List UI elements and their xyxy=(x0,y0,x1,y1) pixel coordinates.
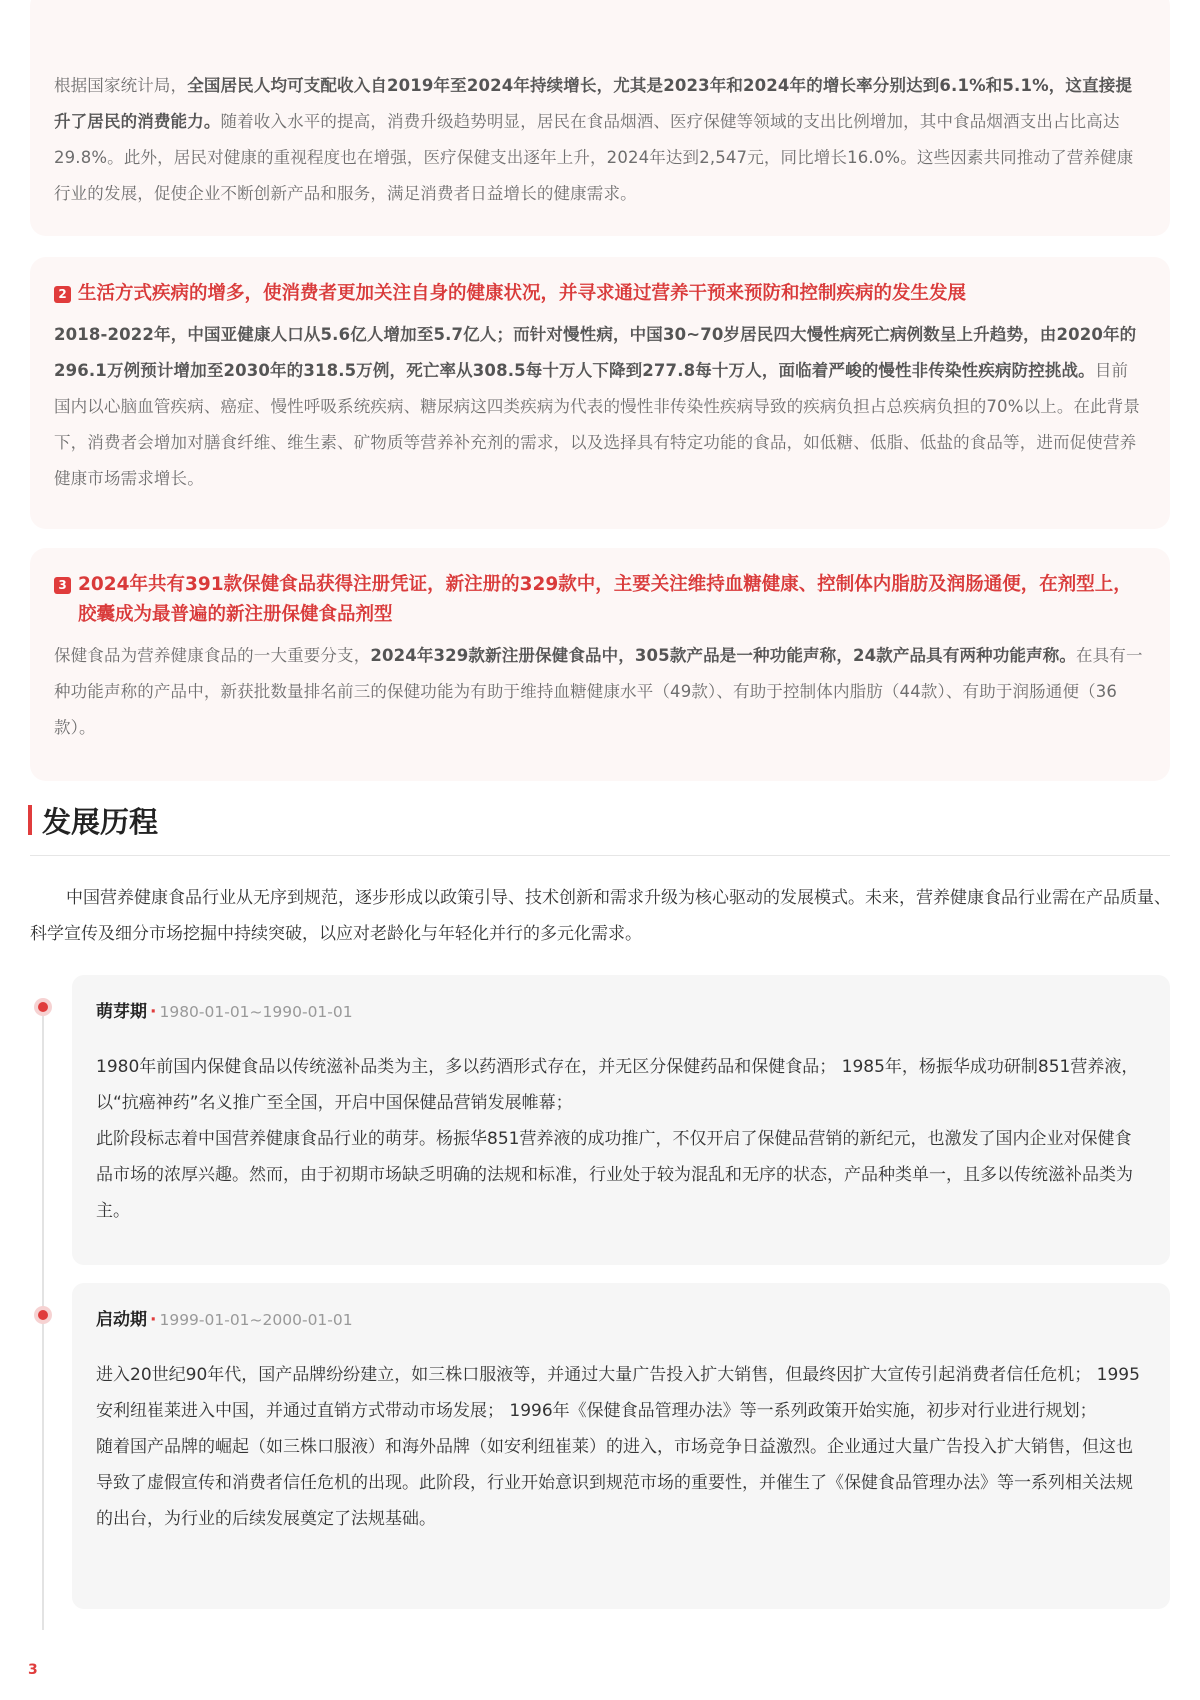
finding-3-text: 保健食品为营养健康食品的一大重要分支，2024年329款新注册保健食品中，305款产品是一种功能声称，24款产品具有两种功能声称。在具有一种功能声称的产品中，新获批数量排名前三的保健功能为有助于维持血糖健康水平（49款）、有助于控制体内脂肪（44款）、有助于润肠通便（36款）。 xyxy=(54,646,1143,737)
page-number: 3 xyxy=(28,1662,38,1678)
stage-2-body xyxy=(96,1357,1148,1537)
timeline-dot-1 xyxy=(34,998,52,1016)
finding-3-highlight: 2024年329款新注册保健食品中，305款产品是一种功能声称，24款产品具有两种功能声称。 xyxy=(370,646,1077,665)
section-divider xyxy=(30,855,1170,856)
stage-1-date: 1980-01-01~1990-01-01 xyxy=(159,1003,353,1021)
stage-1-paragraph-2: 此阶段标志着中国营养健康食品行业的萌芽。杨振华851营养液的成功推广，不仅开启了保健品营销的新纪元，也激发了国内企业对保健食品市场的浓厚兴趣。然而，由于初期市场缺乏明确的法规和标准，行业处于较为混乱和无序的状态，产品种类单一，且多以传统滋补品类为主。 xyxy=(96,1129,1133,1221)
finding-1-text: 根据国家统计局，全国居民人均可支配收入自2019年至2024年持续增长，尤其是2023年和2024年的增长率分别达到6.1%和5.1%，这直接提升了居民的消费能力。随着收入水平的提高，消费升级趋势明显，居民在食品烟酒、医疗保健等领域的支出比例增加，其中食品烟酒支出占比高达29.8%。此外，居民对健康的重视程度也在增强，医疗保健支出逐年上升，2024年达到2,547元，同比增长16.0%。这些因素共同推动了营养健康行业的发展，促使企业不断创新产品和服务，满足消费者日益增长的健康需求。 xyxy=(54,76,1134,203)
stage-1-body xyxy=(96,1049,1148,1229)
stage-2-header xyxy=(96,1305,1148,1335)
section-title: 发展历程 xyxy=(42,804,159,839)
section-intro: 中国营养健康食品行业从无序到规范，逐步形成以政策引导、技术创新和需求升级为核心驱动的发展模式。未来，营养健康食品行业需在产品质量、科学宣传及细分市场挖掘中持续突破，以应对老龄化与年轻化并行的多元化需求。 xyxy=(30,888,1171,944)
stage-2-separator: · xyxy=(150,1310,157,1330)
stage-1-paragraph-1: 1980年前国内保健食品以传统滋补品类为主，多以药酒形式存在，并无区分保健药品和保健食品； 1985年，杨振华成功研制851营养液，以“抗癌神药”名义推广至全国，开启中国保健品营销发展帷幕； xyxy=(96,1057,1139,1113)
stage-2-name: 启动期 xyxy=(96,1310,147,1330)
finding-3-title: 3 2024年共有391款保健食品获得注册凭证，新注册的329款中，主要关注维持血糖健康、控制体内脂肪及润肠通便，在剂型上，胶囊成为最普遍的新注册保健食品剂型 xyxy=(54,570,1144,630)
finding-card-3 xyxy=(30,548,1170,781)
stage-1-header xyxy=(96,997,1148,1027)
finding-card-2 xyxy=(30,257,1170,529)
finding-2-number-badge: 2 xyxy=(54,286,71,303)
stage-card-2 xyxy=(72,1283,1170,1609)
section-accent-bar xyxy=(28,805,32,835)
section-header xyxy=(28,802,158,838)
finding-3-number-badge: 3 xyxy=(54,577,71,594)
stage-2-date: 1999-01-01~2000-01-01 xyxy=(159,1311,353,1329)
finding-1-highlight: 全国居民人均可支配收入自2019年至2024年持续增长，尤其是2023年和2024年的增长率分别达到6.1%和5.1%，这直接提升了居民的消费能力。 xyxy=(54,76,1133,131)
finding-2-title: 2 生活方式疾病的增多，使消费者更加关注自身的健康状况，并寻求通过营养干预来预防和控制疾病的发生发展 xyxy=(54,279,1144,309)
stage-1-name: 萌芽期 xyxy=(96,1002,147,1022)
stage-2-paragraph-2: 随着国产品牌的崛起（如三株口服液）和海外品牌（如安利纽崔莱）的进入，市场竞争日益激烈。企业通过大量广告投入扩大销售，但这也导致了虚假宣传和消费者信任危机的出现。此阶段，行业开始意识到规范市场的重要性，并催生了《保健食品管理办法》等一系列相关法规的出台，为行业的后续发展奠定了法规基础。 xyxy=(96,1437,1133,1529)
stage-card-1 xyxy=(72,975,1170,1265)
timeline-dot-2 xyxy=(34,1306,52,1324)
stage-1-separator: · xyxy=(150,1002,157,1022)
stage-2-paragraph-1: 进入20世纪90年代，国产品牌纷纷建立，如三株口服液等，并通过大量广告投入扩大销售，但最终因扩大宣传引起消费者信任危机； 1995安利纽崔莱进入中国，并通过直销方式带动市场发展； 1996年《保健食品管理办法》等一系列政策开始实施，初步对行业进行规划； xyxy=(96,1365,1140,1421)
finding-2-highlight: 2018-2022年，中国亚健康人口从5.6亿人增加至5.7亿人；而针对慢性病，中国30~70岁居民四大慢性病死亡病例数呈上升趋势，由2020年的296.1万例预计增加至2030年的318.5万例，死亡率从308.5每十万人下降到277.8每十万人，面临着严峻的慢性非传染性疾病防控挑战。 xyxy=(54,325,1137,380)
finding-card-1 xyxy=(30,0,1170,236)
finding-2-text: 2018-2022年，中国亚健康人口从5.6亿人增加至5.7亿人；而针对慢性病，中国30~70岁居民四大慢性病死亡病例数呈上升趋势，由2020年的296.1万例预计增加至2030年的318.5万例，死亡率从308.5每十万人下降到277.8每十万人，面临着严峻的慢性非传染性疾病防控挑战。目前国内以心脑血管疾病、癌症、慢性呼吸系统疾病、糖尿病这四类疾病为代表的慢性非传染性疾病导致的疾病负担占总疾病负担的70%以上。在此背景下，消费者会增加对膳食纤维、维生素、矿物质等营养补充剂的需求，以及选择具有特定功能的食品，如低糖、低脂、低盐的食品等，进而促使营养健康市场需求增长。 xyxy=(54,325,1141,488)
